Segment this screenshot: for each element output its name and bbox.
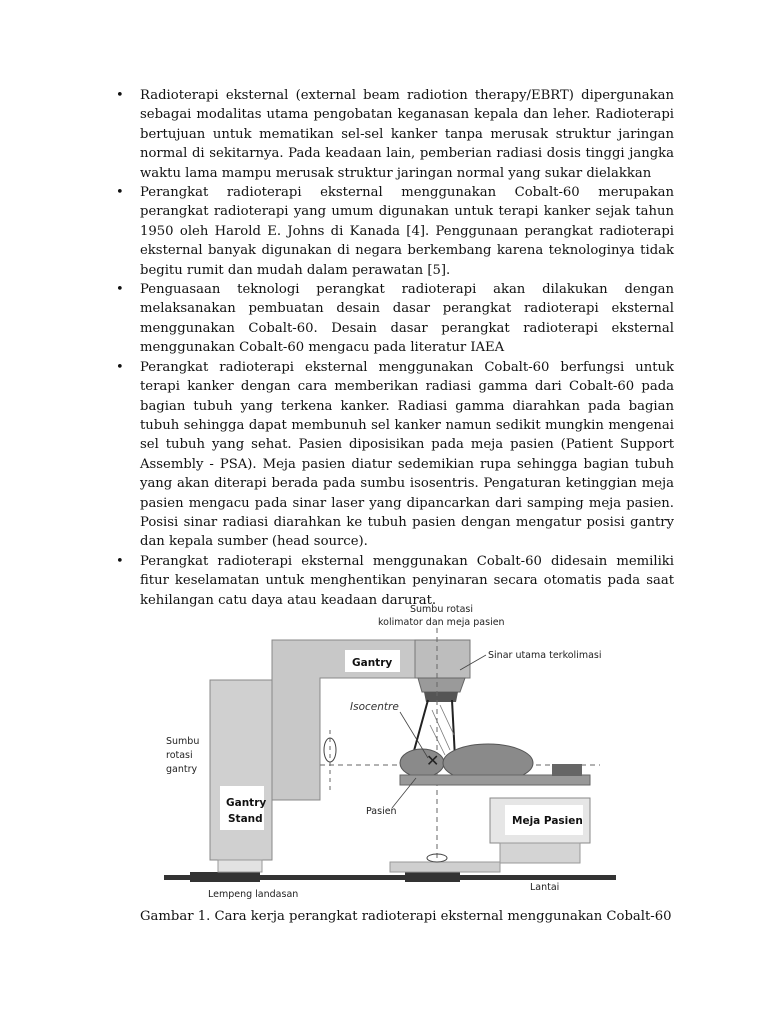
base-plate-left — [190, 872, 260, 882]
axis-top-label-2: kolimator dan meja pasien — [378, 617, 505, 628]
collimator — [418, 678, 465, 692]
paragraph-text: Perangkat radioterapi eksternal menggunakan Cobalt-60 berfungsi untuk terapi kanker dengan cara memberikan radiasi gamma dari Cobalt-60 pada bagian tubuh yang terkena kanker. Radiasi gamma diarahkan pada bagian tubuh sehingga dapat membunuh sel kanker namun sedikit mungkin mengenai sel tubuh yang sehat. Pasien diposisikan pada meja pasien (Patient Support Assembly - PSA). Meja pasien diatur sedemikian rupa sehingga bagian tubuh yang akan diterapi berada pada sumbu isosentris. Pengaturan ketinggian meja pasien mengacu pada sinar laser yang dipancarkan dari samping meja pasien. Posisi sinar radiasi diarahkan ke tubuh pasien dengan mengatur posisi gantry dan kepala sumber (head source). — [140, 359, 674, 550]
patient-label: Pasien — [366, 806, 397, 817]
list-item — [114, 280, 674, 358]
list-item — [114, 358, 674, 552]
stand-label-2: Stand — [228, 813, 263, 825]
list-item — [114, 86, 674, 183]
axis-left-label-2: rotasi — [166, 750, 193, 761]
bullet-icon: • — [116, 553, 124, 569]
beam-hatch — [432, 710, 450, 750]
axis-left-label-1: Sumbu — [166, 736, 200, 747]
paragraph-text: Perangkat radioterapi eksternal menggunakan Cobalt-60 merupakan perangkat radioterapi yang umum digunakan untuk terapi kanker sejak tahun 1950 oleh Harold E. Johns di Kanada [4]. Penggunaan perangkat radioterapi eksternal banyak digunakan di negara berkembang karena teknologinya tidak begitu rumit dan mudah dalam perawatan [5]. — [140, 185, 674, 278]
bullet-icon: • — [116, 282, 124, 298]
isocentre-mark-icon: ✕ — [426, 751, 440, 770]
paragraph-text: Radioterapi eksternal (external beam radiotion therapy/EBRT) dipergunakan sebagai modalitas utama pengobatan keganasan kepala dan leher. Radioterapi bertujuan untuk mematikan sel-sel kanker tanpa merusak struktur jaringan normal di sekitarnya. Pada keadaan lain, pemberian radiasi dosis tinggi jangka waktu lama mampu merusak struktur jaringan normal yang sukar dielakkan — [140, 88, 674, 181]
base-label: Lempeng landasan — [208, 889, 299, 900]
gantry-label: Gantry — [352, 657, 393, 669]
paragraph-text: Penguasaan teknologi perangkat radioterapi akan dilakukan dengan melaksanakan pembuatan desain dasar perangkat radioterapi eksternal menggunakan Cobalt-60. Desain dasar perangkat radioterapi eksternal menggunakan Cobalt-60 mengacu pada literatur IAEA — [140, 282, 674, 356]
head-source — [415, 640, 470, 678]
axis-left-label-3: gantry — [166, 764, 198, 775]
list-item — [114, 183, 674, 280]
bullet-icon: • — [116, 185, 124, 201]
couch-top — [400, 775, 590, 785]
figure-caption: Gambar 1. Cara kerja perangkat radioterapi eksternal menggunakan Cobalt-60 — [140, 909, 672, 924]
radiotherapy-diagram — [160, 600, 620, 905]
isocentre-label: Isocentre — [350, 701, 399, 713]
couch-end-block — [552, 764, 582, 776]
table-label: Meja Pasien — [512, 815, 583, 827]
bullet-icon: • — [116, 359, 124, 375]
beam-edge-right — [452, 700, 455, 758]
paragraph-text: Perangkat radioterapi eksternal menggunakan Cobalt-60 didesain memiliki fitur keselamatan untuk menghentikan penyinaran secara otomatis pada saat kehilangan catu daya atau keadaan darurat. — [140, 553, 674, 608]
table-base — [500, 843, 580, 863]
stand-foot — [218, 860, 262, 872]
gantry-stand — [210, 680, 272, 860]
bullet-icon: • — [116, 88, 124, 103]
axis-top-label-1: Sumbu rotasi — [410, 604, 474, 615]
stand-label-1: Gantry — [226, 797, 267, 809]
floor-label: Lantai — [530, 882, 560, 893]
bullet-list — [114, 86, 674, 610]
diagram-svg — [160, 600, 620, 905]
floor-turntable — [390, 862, 500, 872]
base-plate-right — [405, 872, 460, 882]
beam-label: Sinar utama terkolimasi — [488, 650, 602, 661]
